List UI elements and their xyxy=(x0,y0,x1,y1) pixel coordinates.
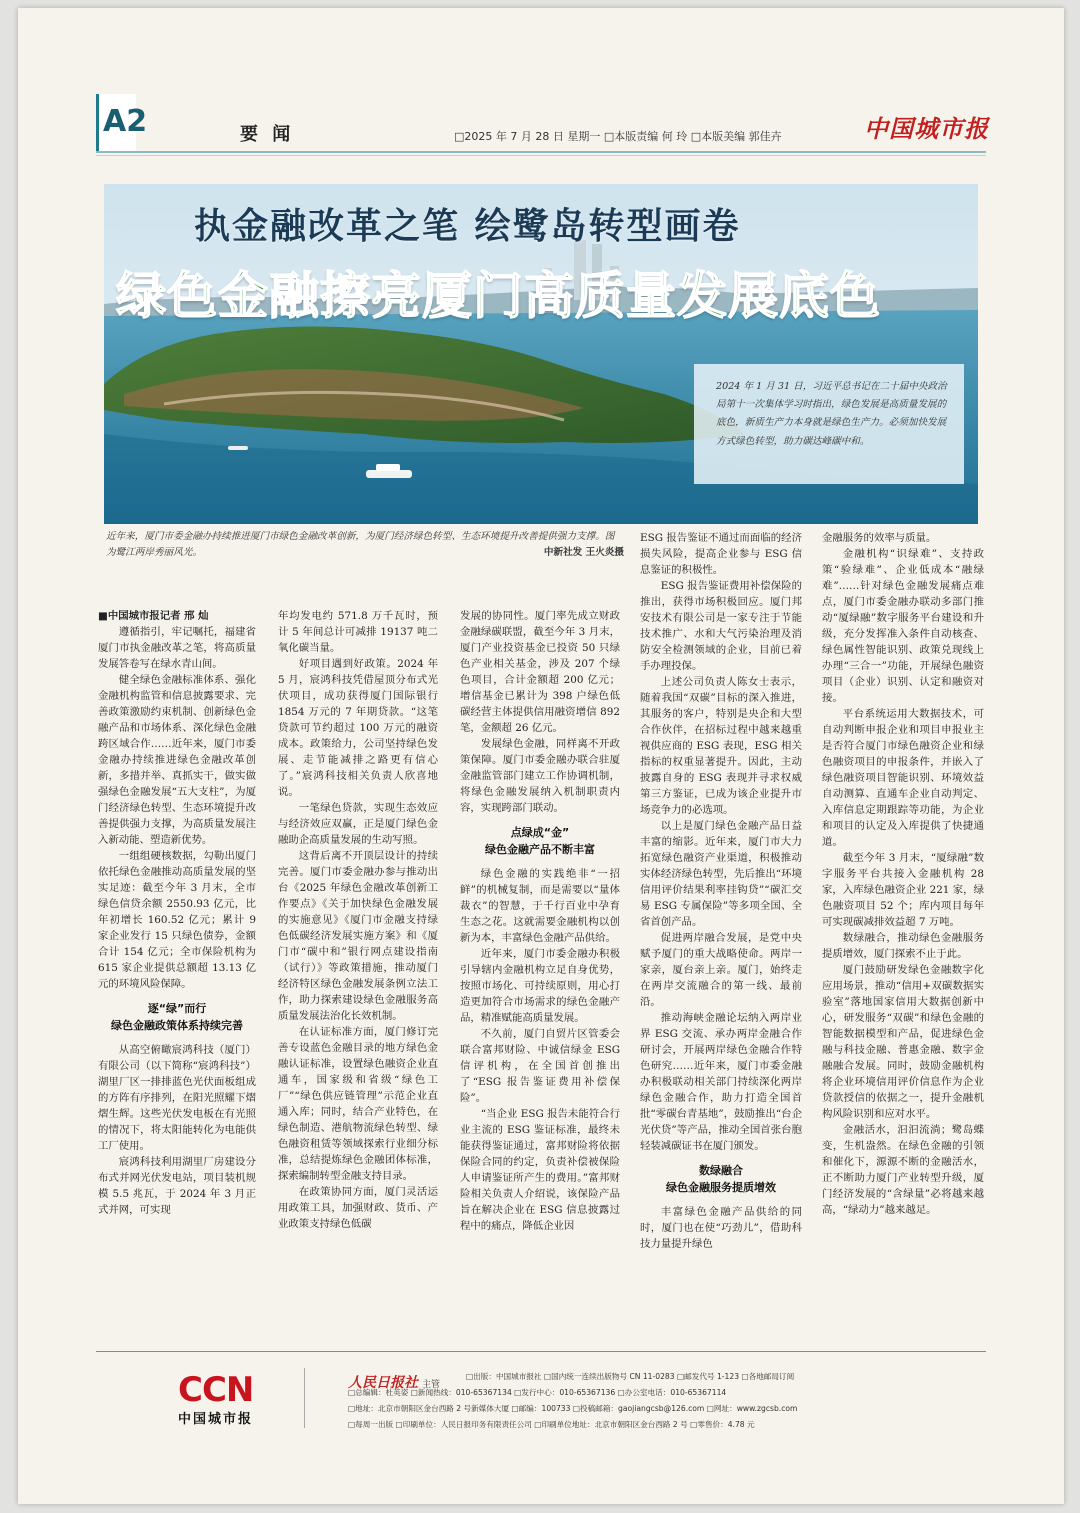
photo-credit: 中新社发 王火炎摄 xyxy=(543,547,624,559)
article-column-2 xyxy=(278,608,438,1232)
page-number: A2 xyxy=(96,94,136,152)
paragraph: 从高空俯瞰宸鸿科技（厦门）有限公司（以下简称“宸鸿科技”）湖里厂区一排排蓝色光伏面板组成的方阵有序排列，在阳光照耀下熠熠生辉。这些光伏发电板在有光照的情况下，将太阳能转化为电能供工厂使用。 xyxy=(98,1044,256,1152)
masthead-logo: 中国城市报 xyxy=(864,114,989,143)
paragraph: 好项目遇到好政策。2024 年 5 月，宸鸿科技凭借屋顶分布式光伏项目，成功获得厦门国际银行 1854 万元的 7 年期贷款。“这笔贷款可节约超过 100 万元的融资成本。政策给力，公司坚持绿色发展、走节能减排之路更有信心了。”宸鸿科技相关负责人欣喜地说。 xyxy=(278,658,438,798)
paragraph: 金融活水，汩汩流淌；鹭岛蝶变，生机盎然。在绿色金融的引领和催化下，源源不断的金融活水，正不断助力厦门产业转型升级，厦门经济发展的“含绿量”必将越来越高，“绿动力”越来越足。 xyxy=(822,1124,984,1216)
article-column-1 xyxy=(98,608,256,1218)
paragraph: 推动海峡金融论坛纳入两岸业界 ESG 交流、承办两岸金融合作研讨会，开展两岸绿色金融合作特色研究……近年来，厦门市委金融办积极联动相关部门持续深化两岸绿色金融合作，助力打造全国首批“零碳台青基地”，鼓励推出“台企光伏贷”等产品，推动全国首张台胞轻装减碳证书在厦门颁发。 xyxy=(640,1012,802,1152)
article-column-4 xyxy=(640,530,802,1252)
paragraph: 金融机构“识绿难”、支持政策“验绿难”、企业低成本“融绿难”……针对绿色金融发展痛点难点，厦门市委金融办联动多部门推动“厦绿融”数字服务平台建设和升级，充分发挥准入条件自动核查、绿色属性智能识别、政策兑现线上办理“三合一”功能，开展绿色融资项目（企业）识别、认定和融资对接。 xyxy=(822,548,984,704)
subheading-1: 逐“绿”而行 绿色金融政策体系持续完善 xyxy=(111,1002,243,1032)
paragraph: 一笔绿色贷款，实现生态效应与经济效应双赢，正是厦门绿色金融助企高质量发展的生动写照。 xyxy=(278,802,438,846)
header-rule xyxy=(96,151,986,153)
paragraph: 不久前，厦门自贸片区管委会联合富邦财险、中诚信绿金 ESG 信评机构，在全国首创推出了“ESG 报告鉴证费用补偿保险”。 xyxy=(460,1028,620,1104)
paragraph: 年均发电约 571.8 万千瓦时，预计 5 年间总计可减排 19137 吨二氧化碳当量。 xyxy=(278,610,438,654)
paragraph: 截至今年 3 月末，“厦绿融”数字服务平台共接入金融机构 28 家，入库绿色融资企业 221 家，绿色融资项目 52 个；库内项目每年可实现碳减排效益超 7 万吨。 xyxy=(822,852,984,928)
subheading-3: 数绿融合 绿色金融服务提质增效 xyxy=(666,1164,776,1194)
paragraph: ESG 报告鉴证不通过而面临的经济损失风险，提高企业参与 ESG 信息鉴证的积极性。 xyxy=(640,532,802,576)
quote-box: 2024 年 1 月 31 日，习近平总书记在二十届中央政治局第十一次集体学习时指出，绿色发展是高质量发展的底色，新质生产力本身就是绿色生产力。必须加快发展方式绿色转型，助力碳达峰碳中和。 xyxy=(694,364,964,484)
paragraph: 平台系统运用大数据技术，可自动判断申报企业和项目申报业主是否符合厦门市绿色融资企业和绿色融资项目的申报条件，并嵌入了绿色融资项目智能识别、环境效益自动测算、直通车企业自动判定、入库信息定期跟踪等功能，为企业和项目的认定及入库提供了快捷通道。 xyxy=(822,708,984,848)
paragraph: 以上是厦门绿色金融产品日益丰富的缩影。近年来，厦门市大力拓宽绿色融资产业渠道，积极推动实体经济绿色转型，先后推出“环境信用评价结果利率挂钩贷”“碳汇交易 ESG 专属保险”等多项全国、全省首创产品。 xyxy=(640,820,802,928)
footer-info-row: □每周一出版 □印刷单位：人民日报印务有限责任公司 □印刷单位地址：北京市朝阳区金台西路 2 号 □零售价：4.78 元 xyxy=(348,1420,755,1429)
footer-info-row: □地址：北京市朝阳区金台西路 2 号新媒体大厦 □邮编：100733 □投稿邮箱：gaojiangcsb@126.com □网址：www.zgcsb.com xyxy=(348,1404,798,1413)
byline: ■中国城市报记者 邢 灿 xyxy=(98,610,209,622)
paragraph: 在政策协同方面，厦门灵活运用政策工具，加强财政、货币、产业政策支持绿色低碳 xyxy=(278,1186,438,1230)
paragraph: 一组组硬核数据，勾勒出厦门依托绿色金融推动高质量发展的坚实足迹：截至今年 3 月末，全市绿色信贷余额 2550.93 亿元，比年初增长 160.52 亿元；累计 9 家企业发行 15 只绿色债券，金额合计 154 亿元；全市保险机构为 615 家企业提供总额超 13.13 亿元的环境风险保障。 xyxy=(98,850,256,990)
section-name: 要 闻 xyxy=(240,124,295,145)
issue-meta: □2025 年 7 月 28 日 星期一 □本版责编 何 玲 □本版美编 郭佳卉 xyxy=(454,130,782,143)
headline-main: 绿色金融擦亮厦门高质量发展底色 xyxy=(116,267,881,325)
paragraph: 遵循指引，牢记嘱托，福建省厦门市执金融改革之笔，将高质量发展答卷写在绿水青山间。 xyxy=(98,626,256,670)
photo-caption xyxy=(106,529,624,562)
article-column-5 xyxy=(822,530,984,1218)
paragraph: 丰富绿色金融产品供给的同时，厦门也在使“巧劲儿”，借助科技力量提升绿色 xyxy=(640,1206,802,1250)
paragraph: 发展的协同性。厦门率先成立财政金融绿碳联盟，截至今年 3 月末，厦门产业投资基金已投资 50 只绿色产业相关基金，涉及 207 个绿色项目，合计金额超 200 亿元；增信基金已累计为 398 户绿色低碳经营主体提供信用融资增信 892 笔，金额超 26 亿元。 xyxy=(460,610,620,734)
subheading-2: 点绿成“金” 绿色金融产品不断丰富 xyxy=(485,826,595,856)
ccn-logo: CCN xyxy=(178,1370,254,1410)
footer-rule xyxy=(96,1351,986,1352)
paragraph: “当企业 ESG 报告未能符合行业主流的 ESG 鉴证标准，最终未能获得鉴证通过，富邦财险将依据保险合同的约定，负责补偿被保险人申请鉴证所产生的费用。”富邦财险相关负责人介绍说，该保险产品旨在解决企业在 ESG 信息披露过程中的痛点，降低企业因 xyxy=(460,1108,620,1232)
paragraph: 宸鸿科技利用湖里厂房建设分布式并网光伏发电站，项目装机规模 5.5 兆瓦，于 2024 年 3 月正式并网，可实现 xyxy=(98,1156,256,1216)
headline-upper: 执金融改革之笔 绘鹭岛转型画卷 xyxy=(194,206,741,247)
article-column-3 xyxy=(460,608,620,1234)
newspaper-page xyxy=(18,8,1064,1504)
paragraph: 近年来，厦门市委金融办积极引导辖内金融机构立足自身优势，按照市场化、可持续原则，用心打造更加符合市场需求的绿色金融产品，精准赋能高质量发展。 xyxy=(460,948,620,1024)
paragraph: 这背后离不开顶层设计的持续完善。厦门市委金融办参与推动出台《2025 年绿色金融改革创新工作要点》《关于加快绿色金融发展的实施意见》《厦门市金融支持绿色低碳经济发展实施方案》和《厦门市“碳中和”银行网点建设指南（试行）》等政策措施，推动厦门经济特区绿色金融发展条例立法工作，助力探索建设绿色金融服务高质量发展法治化长效机制。 xyxy=(278,850,438,1022)
paragraph: 厦门鼓励研发绿色金融数字化应用场景，推动“信用+双碳数据实验室”落地国家信用大数据创新中心，研发服务“双碳”和绿色金融的智能数据模型和产品，促进绿色金融与科技金融、普惠金融、数字金融融合发展。同时，鼓励金融机构将企业环境信用评价信息作为企业贷款授信的依据之一，提升金融机构风险识别和应对水平。 xyxy=(822,964,984,1120)
paragraph: 绿色金融的实践绝非“一招鲜”的机械复制，而是需要以“量体裁衣”的智慧，于千行百业中孕育生态之花。这就需要金融机构以创新为本，丰富绿色金融产品供给。 xyxy=(460,868,620,944)
paragraph: 促进两岸融合发展，是党中央赋予厦门的重大战略使命。两岸一家亲，厦台亲上亲。厦门，始终走在两岸交流融合的第一线、最前沿。 xyxy=(640,932,802,1008)
paragraph: 在认证标准方面，厦门修订完善专设蓝色金融目录的地方绿色金融认证标准，设置绿色融资企业直通车，国家级和省级“绿色工厂”“绿色供应链管理”示范企业直通入库；同时，结合产业特色，在绿色制造、港航物流绿色转型、绿色融资租赁等领域探索行业细分标准，总结提炼绿色金融团体标准，探索编制转型金融支持目录。 xyxy=(278,1026,438,1182)
header-rule-thin xyxy=(96,155,986,156)
paragraph: 数绿融合，推动绿色金融服务提质增效，厦门探索不止于此。 xyxy=(822,932,984,960)
paragraph: ESG 报告鉴证费用补偿保险的推出，获得市场积极回应。厦门邦安技术有限公司是一家专注于节能技术推广、水和大气污染治理及消防安全检测领域的企业，目前已着手办理投保。 xyxy=(640,580,802,672)
footer-info-row: □出版：中国城市报社 □国内统一连续出版物号 CN 11-0283 □邮发代号 1-123 □各地邮局订阅 xyxy=(466,1372,795,1381)
owner-logo: 人民日报社 主管 xyxy=(348,1375,441,1391)
footer-divider xyxy=(304,1368,305,1428)
paragraph: 金融服务的效率与质量。 xyxy=(822,532,937,544)
footer-logo xyxy=(178,1370,253,1427)
footer-info-row: □总编辑：杜英姿 □新闻热线：010-65367134 □发行中心：010-65367136 □办公室电话：010-65367114 xyxy=(348,1388,727,1397)
paragraph: 上述公司负责人陈女士表示，随着我国“双碳”目标的深入推进，其服务的客户，特别是央企和大型合作伙伴，在招标过程中越来越重视供应商的 ESG 表现，ESG 相关指标的权重显著提升。因此，主动披露自身的 ESG 表现并寻求权威第三方鉴证，已成为该企业提升市场竞争力的必选项。 xyxy=(640,676,802,816)
paragraph: 发展绿色金融，同样离不开政策保障。厦门市委金融办联合驻厦金融监管部门建立工作协调机制，将绿色金融发展纳入机制职责内容，实现跨部门联动。 xyxy=(460,738,620,814)
paragraph: 健全绿色金融标准体系、强化金融机构监管和信息披露要求、完善政策激励约束机制、创新绿色金融产品和市场体系、深化绿色金融跨区域合作……近年来，厦门市委金融办持续推进绿色金融改革创新，多措并举、真抓实干，做实做强绿色金融发展“五大支柱”，为厦门经济绿色转型、生态环境提升改善提供强力支撑，为高质量发展注入新动能、塑造新优势。 xyxy=(98,674,256,846)
footer-paper-name: 中国城市报 xyxy=(178,1412,254,1427)
caption-text: 近年来，厦门市委金融办持续推进厦门市绿色金融改革创新，为厦门经济绿色转型、生态环境提升改善提供强力支撑。图为鹭江两岸秀丽风光。 xyxy=(106,531,615,559)
